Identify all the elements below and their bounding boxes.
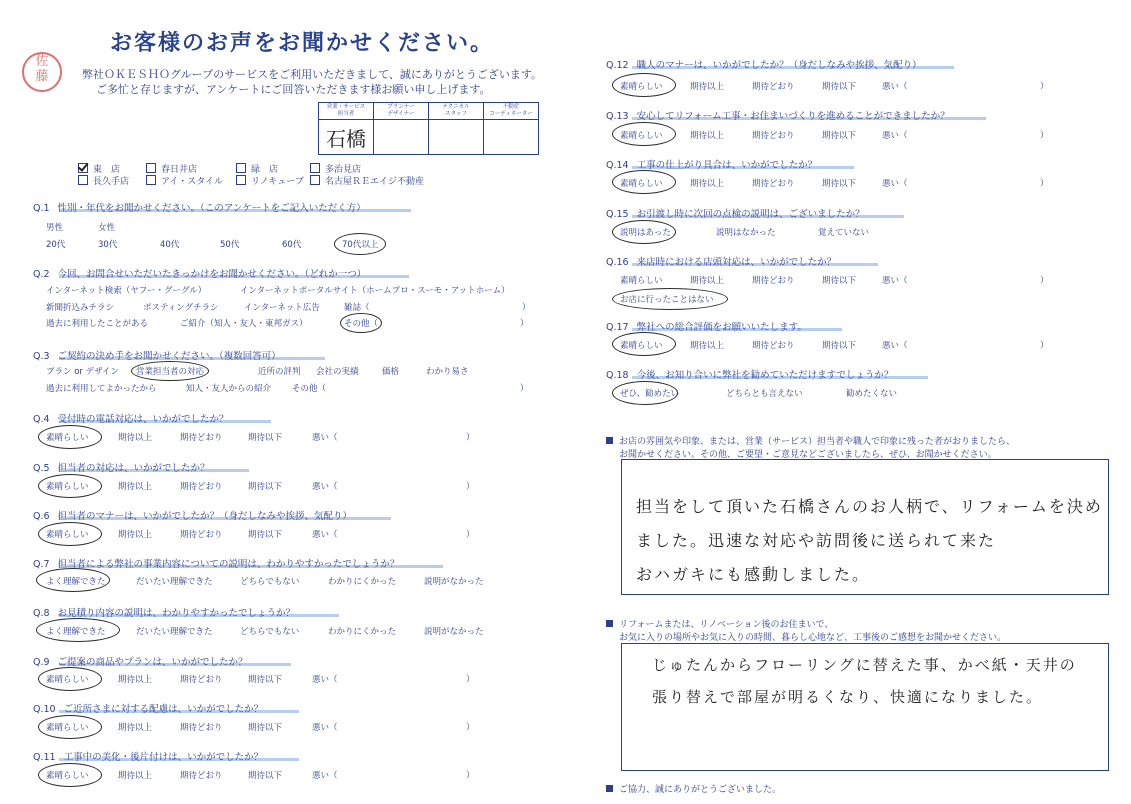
answer-option[interactable]: よく理解できた (46, 627, 106, 637)
store-option[interactable] (310, 174, 424, 187)
answer-fill-bracket: ） (520, 319, 529, 329)
question-q12 (606, 57, 922, 71)
answer-fill-bracket: 雑誌（ (344, 303, 370, 313)
answer-option[interactable]: 期待どおり (180, 482, 223, 492)
selected-answer-circle (38, 474, 102, 498)
question-number: Q.3 (33, 351, 50, 362)
staff-value-planner[interactable] (374, 120, 429, 155)
question-q8 (33, 605, 295, 619)
answer-option[interactable]: 説明がなかった (424, 627, 484, 637)
answer-option[interactable]: 期待どおり (752, 341, 795, 351)
answer-option[interactable]: 期待どおり (180, 530, 223, 540)
question-text: 来店時における店頭対応は、いかがでしたか？ (636, 257, 837, 268)
answer-option[interactable]: 期待どおり (180, 433, 223, 443)
answer-option[interactable]: わかり易さ (426, 367, 469, 377)
answer-option[interactable]: 素晴らしい (46, 482, 89, 492)
answer-option[interactable]: 期待以上 (690, 179, 725, 189)
answer-option[interactable]: 過去に利用したことがある (46, 319, 149, 329)
selected-answer-circle (612, 288, 728, 310)
answer-option[interactable]: 期待以下 (822, 82, 857, 92)
answer-option[interactable]: プラン or デザイン (46, 367, 120, 377)
name-stamp: 佐 藤 (22, 52, 62, 92)
answer-option[interactable]: インターネットポータルサイト（ホームプロ・スーモ・アットホーム） (240, 286, 510, 296)
store-label: 緑 店 (251, 165, 279, 175)
answer-option[interactable]: 期待どおり (180, 675, 223, 685)
question-number: Q.17 (606, 322, 629, 333)
question-q7 (33, 556, 399, 570)
answer-fill-bracket: 悪い（ (312, 482, 338, 492)
question-q17 (606, 319, 807, 333)
selected-answer-circle (612, 220, 676, 244)
answer-fill-bracket: ） (1040, 179, 1049, 189)
staff-value-realestate[interactable] (484, 120, 539, 155)
question-q5 (33, 460, 210, 474)
answer-option[interactable]: どちらでもない (240, 577, 300, 587)
answer-option[interactable]: どちらでもない (240, 627, 300, 637)
answer-option[interactable]: 素晴らしい (620, 179, 663, 189)
answer-option[interactable]: お店に行ったことはない (620, 295, 714, 305)
question-text: 工事の仕上がり具合は、いかがでしたか？ (636, 160, 818, 171)
answer-option[interactable]: 期待以上 (118, 675, 153, 685)
answer-fill-bracket: ） (1040, 131, 1049, 141)
question-number: Q.2 (33, 269, 50, 280)
answer-option[interactable]: 期待以上 (690, 82, 725, 92)
selected-answer-circle (612, 381, 678, 405)
answer-option[interactable]: 価格 (382, 367, 400, 377)
question-text: 今回、お問合せいただいたきっかけをお聞かせください。（どれか一つ） (57, 269, 367, 280)
question-q15 (606, 206, 865, 220)
section2-heading-2: お気に入りの場所やお気に入りの時間、暮らし心地など、工事後のご感想をお聞かせください。 (619, 633, 1007, 643)
question-number: Q.15 (606, 209, 629, 220)
selected-answer-circle (38, 667, 102, 691)
store-option[interactable] (78, 174, 129, 187)
store-option[interactable] (146, 174, 223, 187)
selected-answer-circle (612, 122, 676, 146)
question-number: Q.14 (606, 160, 629, 171)
answer-option[interactable]: インターネット検索（ヤフー・グーグル） (46, 286, 207, 296)
answer-fill-bracket: 悪い（ (882, 276, 908, 286)
question-text: 弊社への総合評価をお願いいたします。 (636, 322, 807, 333)
staff-table (318, 102, 539, 155)
answer-option[interactable]: 期待以下 (248, 482, 283, 492)
question-number: Q.11 (33, 752, 56, 763)
answer-fill-bracket: 悪い（ (882, 131, 908, 141)
answer-option[interactable]: 期待以上 (690, 276, 725, 286)
checkbox-icon[interactable] (78, 163, 88, 173)
answer-option[interactable]: 近所の評判 (258, 367, 301, 377)
comment-1-line-1: 担当をして頂いた石橋さんのお人柄で、リフォームを決め (636, 497, 1103, 516)
answer-option[interactable]: 期待以下 (822, 341, 857, 351)
comment-1-line-3: おハガキにも感動しました。 (636, 565, 871, 584)
checkbox-icon[interactable] (236, 175, 246, 185)
answer-option[interactable]: 期待どおり (752, 179, 795, 189)
answer-option[interactable]: 期待以上 (118, 771, 153, 781)
question-text: 安心してリフォーム工事・お住まいづくりを進めることができましたか？ (636, 111, 950, 122)
answer-fill-bracket: その他（ (344, 319, 379, 329)
answer-option[interactable]: 期待以下 (822, 179, 857, 189)
bullet-icon (606, 785, 613, 792)
intro-line-2: ご多忙と存じますが、アンケートにご回答いただきます様お願い申し上げます。 (96, 83, 491, 96)
selected-answer-circle (38, 715, 102, 739)
question-q10 (33, 701, 263, 715)
question-text: 性別・年代をお聞かせください。（このアンケートをご記入いただく方） (57, 203, 366, 214)
comment-box-1[interactable] (621, 459, 1109, 595)
question-q16 (606, 254, 836, 268)
answer-option[interactable]: 期待以下 (248, 723, 283, 733)
answer-option[interactable]: 期待どおり (180, 771, 223, 781)
question-text: ご契約の決め手をお聞かせください。（複数回答可） (57, 351, 281, 362)
selected-answer-circle (38, 522, 102, 546)
answer-fill-bracket: 悪い（ (312, 530, 338, 540)
answer-option[interactable]: 60代 (282, 240, 302, 250)
question-number: Q.10 (33, 704, 56, 715)
question-text: ご近所さまに対する配慮は、いかがでしたか？ (63, 704, 264, 715)
staff-header-sales: 営業・サービス 担当者 (319, 103, 374, 120)
answer-option[interactable]: 営業担当者の対応 (136, 367, 205, 377)
answer-option[interactable]: ご紹介（知人・友人・東邦ガス） (180, 319, 308, 329)
staff-header-technical: テクニカル スタッフ (429, 103, 484, 120)
staff-header-realestate: 不動産 コーディネーター (484, 103, 539, 120)
checkbox-icon[interactable] (146, 175, 156, 185)
answer-option[interactable]: 期待以上 (118, 723, 153, 733)
question-text: 今後、お知り合いに弊社を勧めていただけますでしょうか？ (636, 370, 894, 381)
answer-option[interactable]: ポスティングチラシ (143, 303, 219, 313)
answer-option[interactable]: だいたい理解できた (136, 577, 213, 587)
question-q18 (606, 367, 893, 381)
selected-answer-circle (36, 568, 110, 592)
answer-option[interactable]: 期待以上 (690, 131, 725, 141)
answer-fill-bracket: 悪い（ (312, 675, 338, 685)
selected-answer-circle (334, 233, 386, 255)
answer-fill-bracket: 悪い（ (312, 771, 338, 781)
answer-option[interactable]: 期待どおり (752, 82, 795, 92)
question-number: Q.4 (33, 414, 50, 425)
answer-option[interactable]: 説明がなかった (424, 577, 484, 587)
answer-fill-bracket: ） (1040, 276, 1049, 286)
staff-value-sales[interactable]: 石橋 (319, 120, 374, 155)
answer-option[interactable]: 40代 (160, 240, 180, 250)
question-q14 (606, 157, 817, 171)
answer-option[interactable]: 説明はなかった (716, 228, 776, 238)
section1-heading-2: お聞かせください。その他、ご要望・ご意見などございましたら、ぜひ、お聞かせください。 (619, 450, 997, 460)
answer-option[interactable]: 素晴らしい (620, 82, 663, 92)
selected-answer-circle (612, 170, 676, 194)
answer-fill-bracket: 悪い（ (312, 723, 338, 733)
answer-option[interactable]: 70代以上 (342, 240, 379, 250)
answer-option[interactable]: 期待どおり (752, 276, 795, 286)
question-q2 (33, 266, 366, 280)
answer-option[interactable]: 20代 (46, 240, 66, 250)
answer-fill-bracket: ） (466, 530, 475, 540)
answer-option[interactable]: 勧めたくない (846, 389, 898, 399)
question-number: Q.13 (606, 111, 629, 122)
section2-heading-1: リフォームまたは、リノベーション後のお住まいで、 (606, 617, 833, 630)
intro-line-1: 弊社ＯＫＥＳＨＯグループのサービスをご利用いただきまして、誠にありがとうございます。 (82, 68, 543, 81)
answer-option[interactable]: よく理解できた (46, 577, 106, 587)
store-label: 東 店 (93, 165, 121, 175)
comment-2-line-1: じゅたんからフローリングに替えた事、かべ紙・天井の (652, 656, 1077, 674)
answer-option[interactable]: 期待どおり (752, 131, 795, 141)
answer-option[interactable]: どちらとも言えない (726, 389, 803, 399)
question-text: 受付時の電話対応は、いかがでしたか？ (57, 414, 229, 425)
question-text: 職人のマナーは、いかがでしたか？（身だしなみや挨拶、気配り） (636, 60, 922, 71)
selected-answer-circle (612, 332, 676, 356)
store-label: 多治見店 (325, 165, 362, 175)
question-text: お見積り内容の説明は、わかりやすかったでしょうか？ (57, 608, 296, 619)
answer-option[interactable]: 期待以下 (248, 771, 283, 781)
question-number: Q.18 (606, 370, 629, 381)
question-text: ご提案の商品やプランは、いかがでしたか？ (57, 657, 248, 668)
answer-fill-bracket: ） (520, 384, 529, 394)
question-q3 (33, 348, 281, 362)
answer-option[interactable]: だいたい理解できた (136, 627, 213, 637)
answer-fill-bracket: ） (466, 723, 475, 733)
question-text: お引渡し時に次回の点検の説明は、ございましたか？ (636, 209, 865, 220)
question-text: 担当者による弊社の事業内容についての説明は、わかりやすかったでしょうか？ (57, 559, 400, 570)
question-text: 担当者のマナーは、いかがでしたか？（身だしなみや挨拶、気配り） (57, 511, 353, 522)
staff-value-technical[interactable] (429, 120, 484, 155)
answer-option[interactable]: 素晴らしい (620, 131, 663, 141)
answer-option[interactable]: 期待以上 (118, 433, 153, 443)
answer-fill-bracket: その他（ (292, 384, 327, 394)
question-number: Q.8 (33, 608, 50, 619)
page-title: お客様のお声をお聞かせください。 (110, 31, 495, 56)
answer-option[interactable]: 素晴らしい (46, 675, 89, 685)
answer-option[interactable]: 過去に利用してよかったから (46, 384, 157, 394)
answer-option[interactable]: 期待以下 (822, 276, 857, 286)
selected-answer-circle (340, 313, 382, 333)
comment-1-line-2: ました。迅速な対応や訪問後に送られて来た (636, 531, 997, 550)
answer-option[interactable]: 男性 (46, 223, 64, 233)
answer-option[interactable]: 素晴らしい (46, 771, 89, 781)
store-label: 春日井店 (161, 165, 198, 175)
question-number: Q.16 (606, 257, 629, 268)
answer-fill-bracket: ） (466, 771, 475, 781)
answer-fill-bracket: ） (522, 303, 531, 313)
answer-option[interactable]: 素晴らしい (46, 723, 89, 733)
question-number: Q.5 (33, 463, 50, 474)
question-q9 (33, 654, 248, 668)
answer-option[interactable]: 知人・友人からの紹介 (186, 384, 272, 394)
selected-answer-circle (38, 763, 102, 787)
question-text: 担当者の対応は、いかがでしたか？ (57, 463, 210, 474)
answer-option[interactable]: 素晴らしい (620, 341, 663, 351)
bullet-icon (606, 437, 613, 444)
answer-fill-bracket: ） (466, 433, 475, 443)
answer-fill-bracket: ） (466, 675, 475, 685)
comment-box-2[interactable] (621, 643, 1109, 771)
answer-option[interactable]: 会社の実績 (316, 367, 359, 377)
answer-option[interactable]: 素晴らしい (620, 276, 663, 286)
answer-fill-bracket: 悪い（ (312, 433, 338, 443)
answer-option[interactable]: 覚えていない (818, 228, 870, 238)
question-q13 (606, 108, 950, 122)
answer-option[interactable]: 50代 (220, 240, 240, 250)
checkbox-icon[interactable] (78, 175, 88, 185)
answer-option[interactable]: 30代 (98, 240, 118, 250)
store-label: リノキューブ (251, 177, 304, 187)
question-number: Q.9 (33, 657, 50, 668)
question-number: Q.6 (33, 511, 50, 522)
store-label: アイ・スタイル (161, 177, 224, 187)
checkbox-icon[interactable] (310, 175, 320, 185)
answer-option[interactable]: 素晴らしい (46, 433, 89, 443)
answer-option[interactable]: 期待どおり (180, 723, 223, 733)
question-text: 工事中の美化・後片付けは、いかがでしたか？ (63, 752, 264, 763)
answer-fill-bracket: 悪い（ (882, 179, 908, 189)
question-q4 (33, 411, 229, 425)
answer-option[interactable]: インターネット広告 (244, 303, 320, 313)
question-number: Q.7 (33, 559, 50, 570)
answer-option[interactable]: 期待以上 (690, 341, 725, 351)
answer-fill-bracket: ） (1040, 341, 1049, 351)
selected-answer-circle (612, 73, 676, 97)
answer-fill-bracket: 悪い（ (882, 341, 908, 351)
answer-fill-bracket: 悪い（ (882, 82, 908, 92)
answer-fill-bracket: ） (466, 482, 475, 492)
bullet-icon (606, 620, 613, 627)
staff-header-planner: プランナー デザイナー (374, 103, 429, 120)
question-number: Q.12 (606, 60, 629, 71)
answer-fill-bracket: ） (1040, 82, 1049, 92)
answer-option[interactable]: わかりにくかった (328, 577, 397, 587)
selected-answer-circle (131, 361, 209, 381)
checkbox-icon[interactable] (236, 163, 246, 173)
selected-answer-circle (38, 425, 102, 449)
checkbox-icon[interactable] (310, 163, 320, 173)
answer-option[interactable]: 期待以下 (822, 131, 857, 141)
answer-option[interactable]: 期待以下 (248, 433, 283, 443)
footer-thanks: ご協力、誠にありがとうございました。 (606, 782, 781, 795)
answer-option[interactable]: 期待以上 (118, 530, 153, 540)
store-label: 名古屋ＲＥエイジ不動産 (325, 177, 425, 187)
question-q1 (33, 200, 366, 214)
answer-option[interactable]: わかりにくかった (328, 627, 397, 637)
answer-option[interactable]: 素晴らしい (46, 530, 89, 540)
answer-option[interactable]: 説明はあった (620, 228, 671, 238)
answer-option[interactable]: ぜひ、勧めたい (620, 389, 680, 399)
answer-option[interactable]: 期待以下 (248, 675, 283, 685)
answer-option[interactable]: 期待以下 (248, 530, 283, 540)
answer-option[interactable]: 新聞折込みチラシ (46, 303, 115, 313)
selected-answer-circle (36, 618, 120, 642)
comment-2-line-2: 張り替えで部屋が明るくなり、快適になりました。 (652, 688, 1044, 706)
answer-option[interactable]: 期待以上 (118, 482, 153, 492)
question-q6 (33, 508, 352, 522)
section1-heading-1: お店の雰囲気や印象、または、営業（サービス）担当者や職人で印象に残った者がおりましたら、 (606, 434, 1015, 447)
question-q11 (33, 749, 263, 763)
question-number: Q.1 (33, 203, 50, 214)
checkbox-icon[interactable] (146, 163, 156, 173)
answer-option[interactable]: 女性 (98, 223, 116, 233)
store-label: 長久手店 (93, 177, 130, 187)
store-option[interactable] (236, 174, 304, 187)
